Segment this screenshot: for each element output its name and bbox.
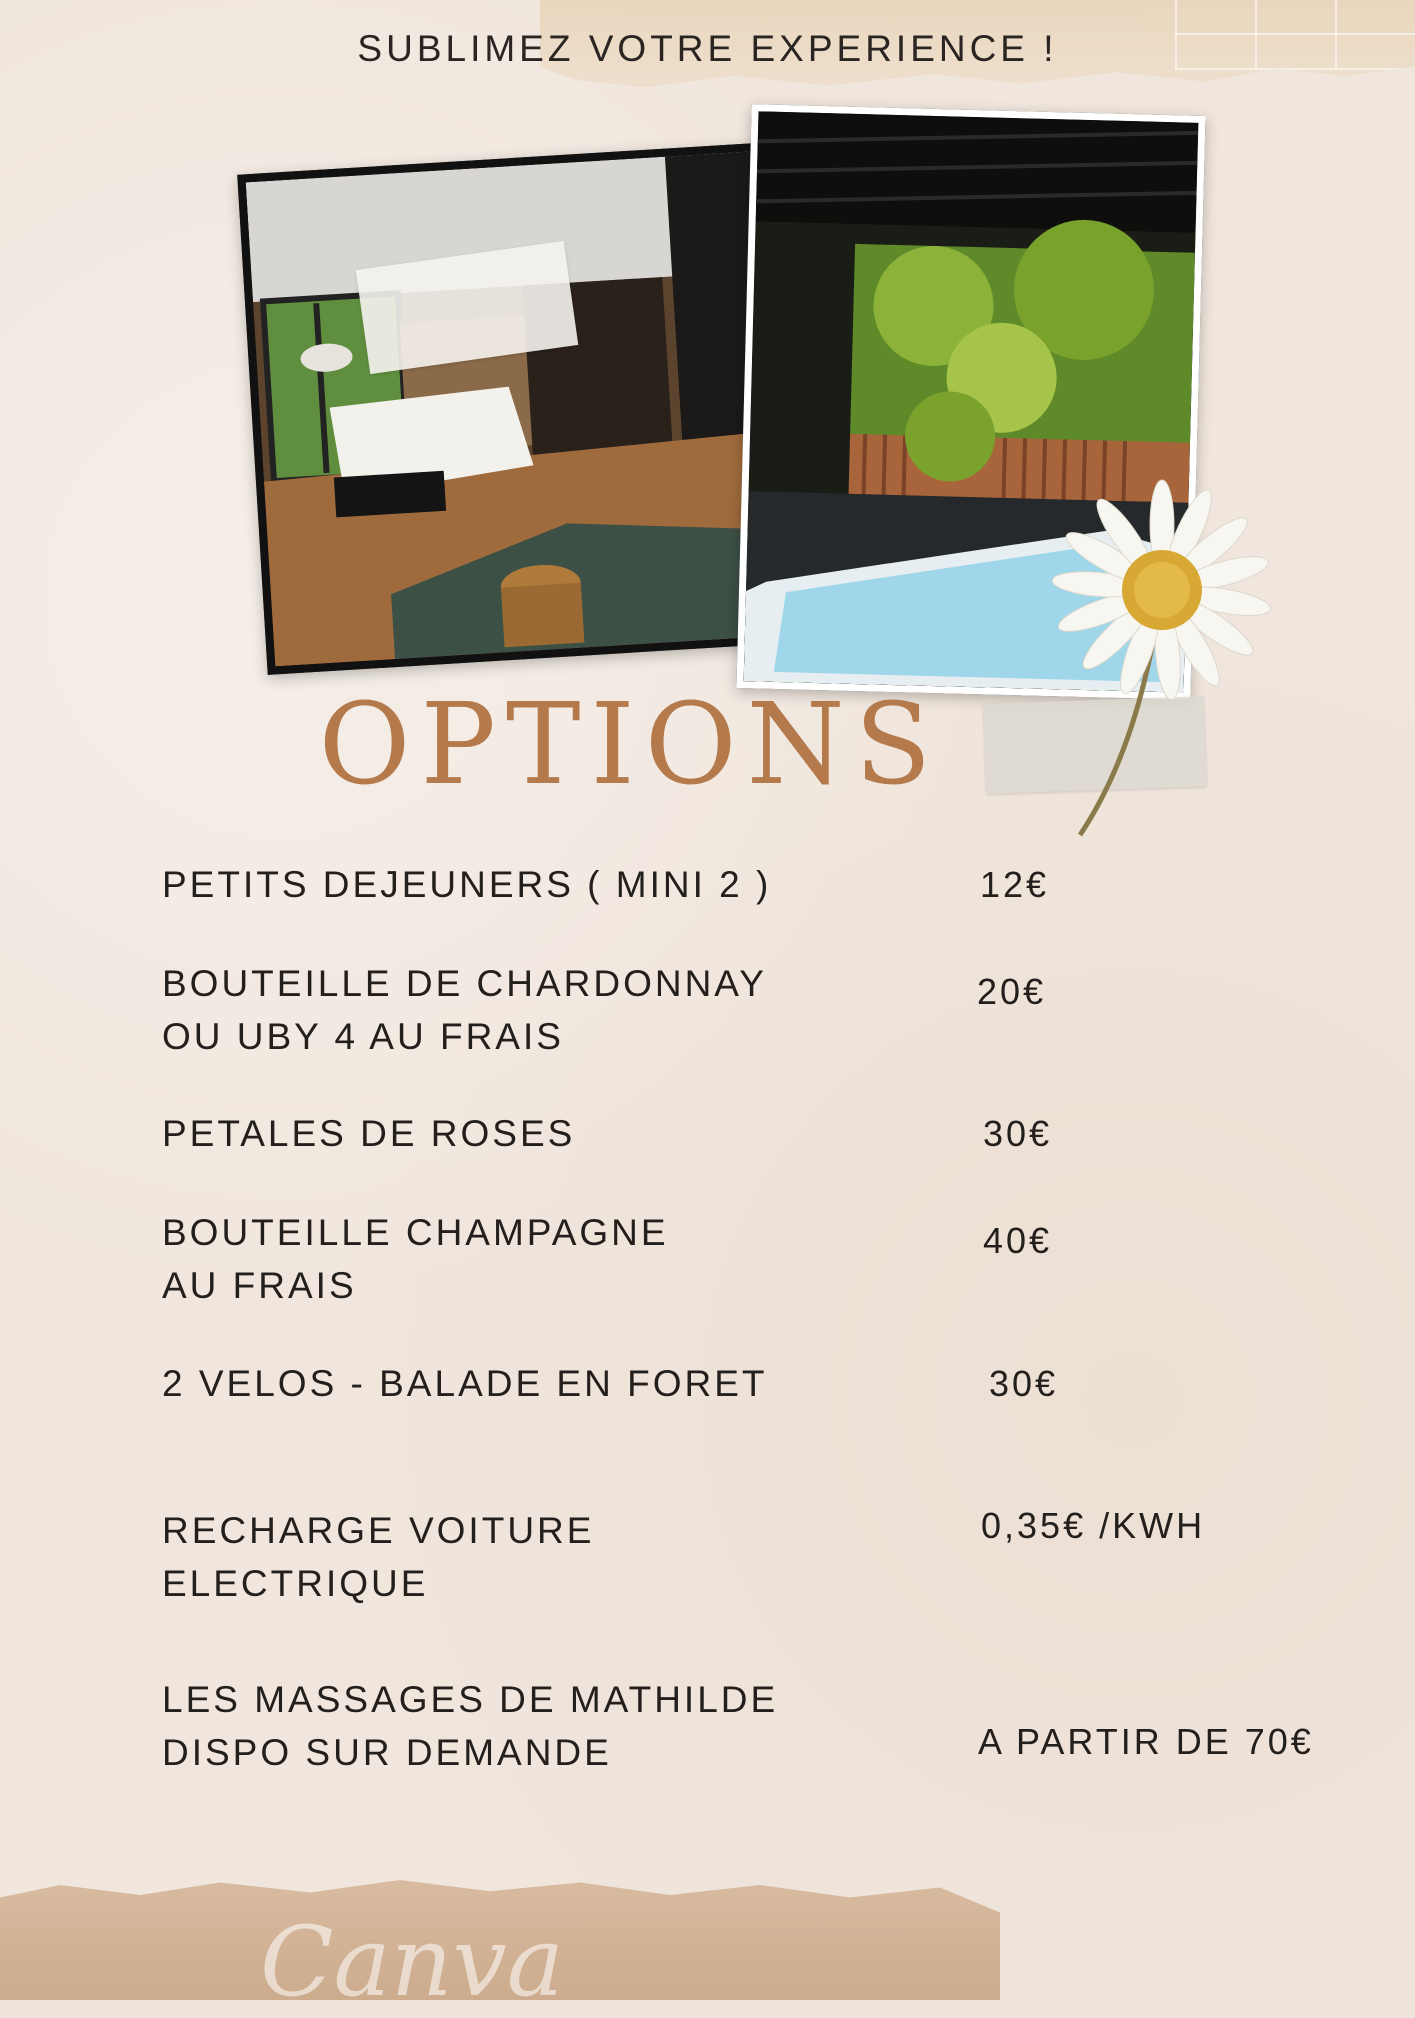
option-label: RECHARGE VOITURE ELECTRIQUE bbox=[162, 1510, 595, 1604]
canva-watermark: Canva bbox=[260, 1906, 564, 2018]
option-label: 2 VELOS - BALADE EN FORET bbox=[162, 1363, 768, 1404]
option-label: BOUTEILLE CHAMPAGNE AU FRAIS bbox=[162, 1212, 669, 1306]
option-price: 12€ bbox=[980, 864, 1050, 905]
option-label: PETALES DE ROSES bbox=[162, 1113, 576, 1154]
options-title: OPTIONS bbox=[318, 680, 942, 810]
option-label: LES MASSAGES DE MATHILDE DISPO SUR DEMANDE bbox=[162, 1679, 779, 1773]
option-label: BOUTEILLE DE CHARDONNAY OU UBY 4 AU FRAIS bbox=[162, 963, 767, 1057]
option-label: PETITS DEJEUNERS ( MINI 2 ) bbox=[162, 864, 772, 905]
option-price: 40€ bbox=[983, 1220, 1053, 1261]
option-price: 30€ bbox=[983, 1113, 1053, 1154]
option-price: A PARTIR DE 70€ bbox=[978, 1721, 1314, 1762]
tagline: SUBLIMEZ VOTRE EXPERIENCE ! bbox=[357, 28, 1058, 69]
bedroom-photo bbox=[237, 142, 803, 675]
option-price: 0,35€ /KWH bbox=[981, 1505, 1206, 1546]
option-price: 20€ bbox=[977, 971, 1047, 1012]
option-price: 30€ bbox=[989, 1363, 1059, 1404]
